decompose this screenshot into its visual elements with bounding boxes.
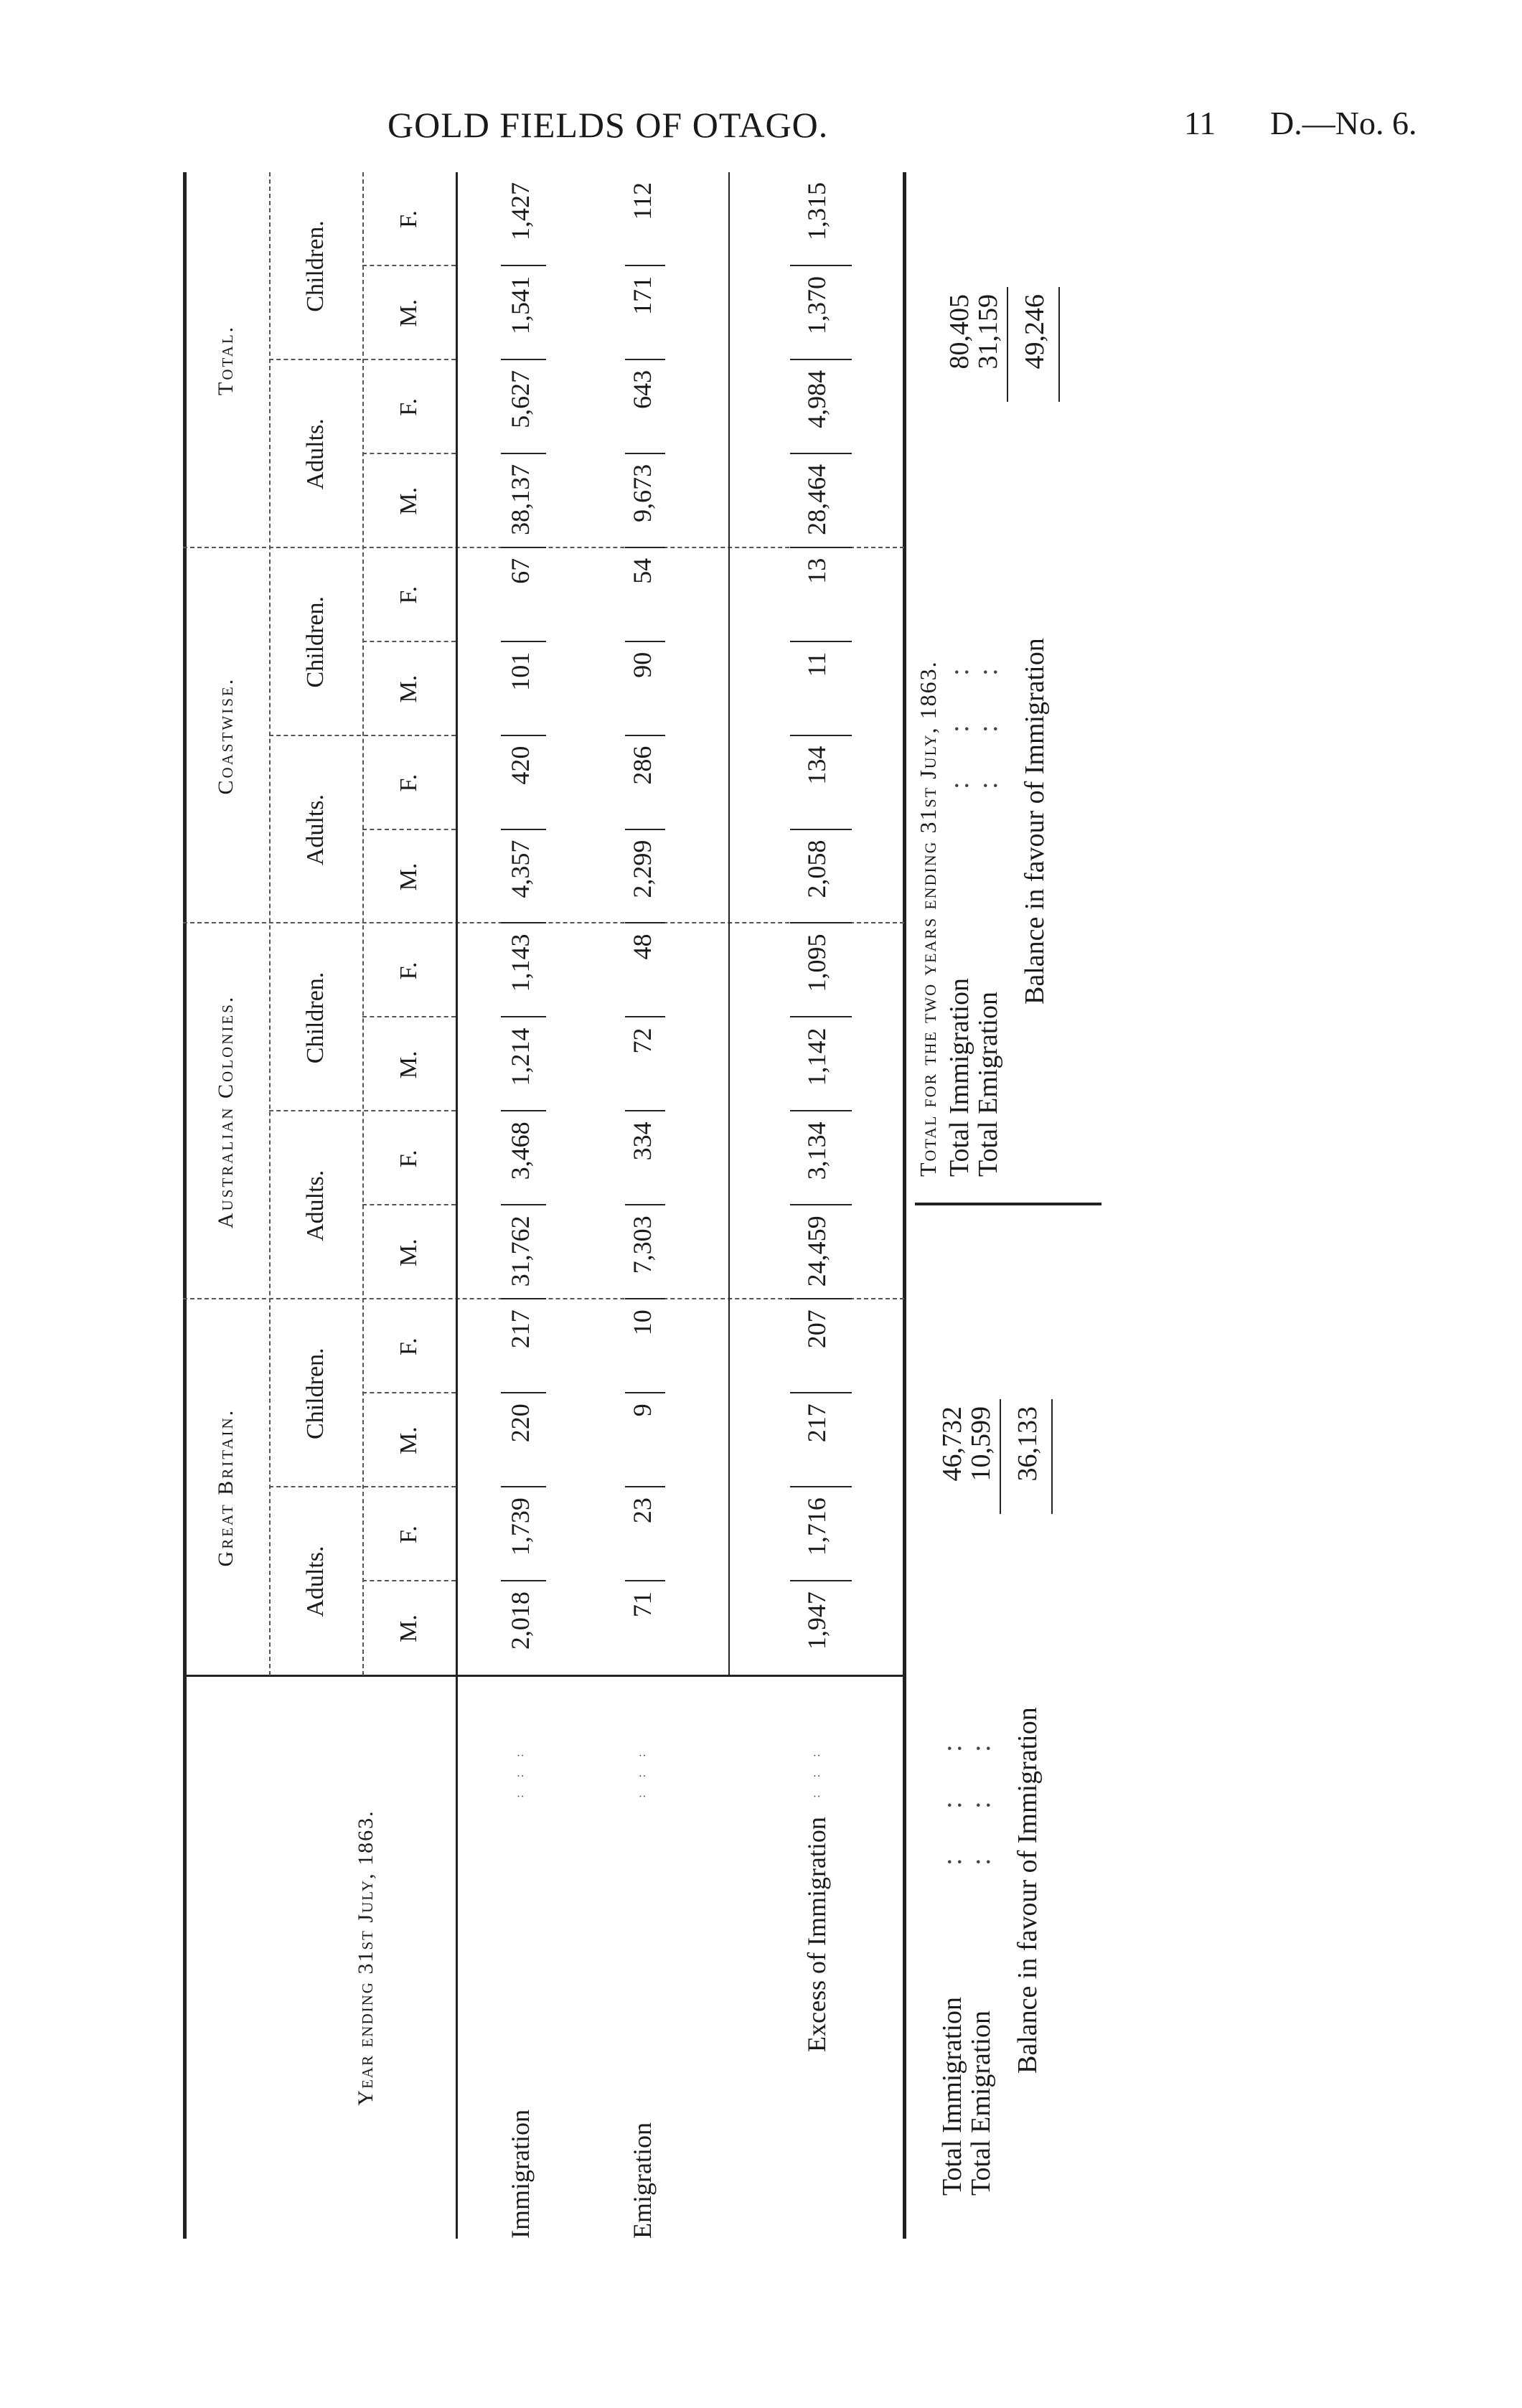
sex-divider — [362, 1016, 456, 1017]
cell-tick — [501, 1204, 546, 1205]
table-cell: 7,303 — [628, 1215, 657, 1274]
table-cell: 1,143 — [506, 933, 535, 992]
table-cell: 134 — [802, 746, 831, 785]
table-cell: 643 — [628, 370, 657, 409]
table-cell: 4,984 — [802, 370, 831, 428]
table-cell: 217 — [802, 1403, 831, 1443]
sex-header: F. — [395, 398, 422, 416]
two-year-emigration-label: Total Emigration — [973, 991, 1003, 1177]
table-cell: 1,370 — [802, 276, 831, 334]
year-balance-label: Balance in favour of Immigration — [1013, 1707, 1043, 2074]
subgroup-header: Children. — [302, 596, 329, 688]
header-rule — [362, 172, 364, 1675]
cell-tick — [625, 453, 665, 454]
table-cell: 48 — [628, 933, 657, 960]
sex-header: M. — [395, 1238, 422, 1267]
table-cell: 1,716 — [802, 1497, 831, 1556]
table-cell: 112 — [628, 182, 657, 220]
cell-tick — [501, 829, 546, 830]
table-cell: 1,095 — [802, 933, 831, 992]
dot-leader: : : : — [514, 1746, 526, 1798]
sex-header: M. — [395, 674, 422, 703]
cell-tick — [501, 1016, 546, 1017]
page-title: GOLD FIELDS OF OTAGO. — [387, 105, 829, 145]
two-year-summary-title: Total for the two years ending 31st July, 1863. — [915, 660, 941, 1177]
table-cell: 9 — [628, 1403, 657, 1417]
two-year-immigration-value: 80,405 — [944, 294, 974, 370]
subgroup-header: Adults. — [302, 1546, 329, 1617]
header-rule — [269, 172, 271, 1675]
sum-rule — [1007, 287, 1008, 402]
group-header: Great Britain. — [214, 1408, 238, 1567]
sex-divider — [362, 641, 456, 642]
subgroup-header: Children. — [302, 220, 329, 312]
cell-tick — [501, 1486, 546, 1487]
cell-tick — [625, 1298, 665, 1299]
cell-tick — [501, 1298, 546, 1299]
table-cell: 1,541 — [506, 276, 535, 334]
sum-double-rule — [1051, 1399, 1053, 1514]
cell-tick — [501, 265, 546, 266]
sex-header: M. — [395, 299, 422, 327]
sex-divider — [362, 1392, 456, 1393]
sex-header: M. — [395, 862, 422, 891]
table-cell: 67 — [506, 558, 535, 584]
cell-tick — [790, 1392, 852, 1393]
year-immigration-label: Total Immigration — [937, 1996, 967, 2196]
cell-tick — [790, 923, 852, 924]
table-cell: 23 — [628, 1497, 657, 1524]
row-label: Excess of Immigration — [802, 1817, 831, 2052]
table-cell: 207 — [802, 1309, 831, 1349]
cell-tick — [501, 641, 546, 642]
table-cell: 334 — [628, 1121, 657, 1161]
year-emigration-value: 10,599 — [966, 1406, 996, 1482]
sex-header: F. — [395, 1337, 422, 1356]
year-balance-value: 36,133 — [1013, 1406, 1043, 1482]
sex-header: F. — [395, 210, 422, 228]
table-cell: 1,214 — [506, 1027, 535, 1086]
two-year-emigration-value: 31,159 — [973, 294, 1003, 370]
rotated-table-region — [183, 86, 1116, 2239]
sex-header: F. — [395, 961, 422, 980]
cell-tick — [501, 735, 546, 736]
sex-header: M. — [395, 1426, 422, 1455]
table-cell: 5,627 — [506, 370, 535, 428]
dot-leader: : : : — [809, 1746, 822, 1798]
subgroup-header: Adults. — [302, 418, 329, 490]
row-label: Emigration — [628, 2122, 657, 2239]
sex-header: M. — [395, 1050, 422, 1079]
subgroup-header: Adults. — [302, 794, 329, 866]
cell-tick — [625, 735, 665, 736]
dot-leader: : : : — [937, 1737, 967, 1866]
table-cell: 54 — [628, 558, 657, 584]
dot-leader: : : : — [944, 661, 974, 789]
cell-tick — [625, 1110, 665, 1111]
sex-divider — [362, 829, 456, 830]
sum-double-rule — [1058, 287, 1060, 402]
table-cell: 1,315 — [802, 182, 831, 240]
table-cell: 1,947 — [802, 1591, 831, 1650]
two-year-balance-value: 49,246 — [1020, 294, 1050, 370]
cell-tick — [625, 1580, 665, 1581]
table-cell: 31,762 — [506, 1215, 535, 1287]
table-cell: 10 — [628, 1309, 657, 1336]
table-cell: 420 — [506, 746, 535, 785]
cell-tick — [790, 1016, 852, 1017]
sex-header: M. — [395, 1614, 422, 1642]
cell-tick — [625, 1016, 665, 1017]
group-header: Coastwise. — [214, 677, 238, 795]
table-cell: 4,357 — [506, 839, 535, 898]
cell-tick — [790, 1486, 852, 1487]
sum-rule — [1000, 1399, 1001, 1514]
cell-tick — [625, 1486, 665, 1487]
sex-header: F. — [395, 1149, 422, 1168]
sex-header: F. — [395, 773, 422, 792]
sex-header: M. — [395, 486, 422, 515]
cell-tick — [501, 1580, 546, 1581]
table-cell: 1,427 — [506, 182, 535, 240]
cell-tick — [790, 1580, 852, 1581]
sex-divider — [362, 265, 456, 266]
document-reference: D.—No. 6. — [1270, 105, 1417, 141]
table-cell: 9,673 — [628, 464, 657, 522]
dot-leader: : : : — [636, 1746, 648, 1798]
cell-tick — [625, 265, 665, 266]
sex-divider — [362, 1204, 456, 1205]
group-header: Total. — [214, 324, 238, 395]
table-cell: 72 — [628, 1027, 657, 1054]
table-cell: 101 — [506, 652, 535, 691]
cell-tick — [625, 923, 665, 924]
table-cell: 220 — [506, 1403, 535, 1443]
excess-rule — [728, 172, 730, 1675]
two-year-balance-label: Balance in favour of Immigration — [1020, 638, 1050, 1005]
stub-title: Year ending 31st July, 1863. — [354, 1810, 377, 2106]
row-label: Immigration — [506, 2110, 535, 2239]
table-cell: 1,142 — [802, 1027, 831, 1086]
subgroup-header: Children. — [302, 1348, 329, 1439]
cell-tick — [625, 547, 665, 548]
sex-header: F. — [395, 1525, 422, 1543]
sex-divider — [362, 453, 456, 454]
subgroup-header: Adults. — [302, 1170, 329, 1241]
table-cell: 28,464 — [802, 464, 831, 535]
table-cell: 90 — [628, 652, 657, 678]
cell-tick — [790, 1204, 852, 1205]
two-year-immigration-label: Total Immigration — [944, 977, 974, 1177]
table-cell: 1,739 — [506, 1497, 535, 1556]
cell-tick — [790, 1110, 852, 1111]
cell-tick — [501, 359, 546, 360]
cell-tick — [501, 453, 546, 454]
cell-tick — [625, 829, 665, 830]
table-cell: 38,137 — [506, 464, 535, 535]
cell-tick — [790, 829, 852, 830]
page-number: 11 — [1184, 105, 1216, 141]
summary-block — [915, 172, 1116, 2239]
table-cell: 3,134 — [802, 1121, 831, 1180]
cell-tick — [790, 735, 852, 736]
year-emigration-label: Total Emigration — [966, 2010, 996, 2196]
sex-divider — [362, 1580, 456, 1581]
table-cell: 24,459 — [802, 1215, 831, 1287]
cell-tick — [625, 641, 665, 642]
table-cell: 217 — [506, 1309, 535, 1349]
subgroup-header: Children. — [302, 972, 329, 1064]
group-header: Australian Colonies. — [214, 994, 238, 1229]
cell-tick — [501, 1392, 546, 1393]
dot-leader: : : : — [973, 661, 1003, 789]
table-cell: 13 — [802, 558, 831, 584]
cell-tick — [625, 1392, 665, 1393]
table-cell: 2,058 — [802, 839, 831, 898]
table-cell: 3,468 — [506, 1121, 535, 1180]
cell-tick — [501, 923, 546, 924]
table-cell: 71 — [628, 1591, 657, 1618]
summary-separator — [915, 1203, 1101, 1205]
cell-tick — [790, 359, 852, 360]
cell-tick — [790, 1298, 852, 1299]
cell-tick — [790, 641, 852, 642]
year-immigration-value: 46,732 — [937, 1406, 967, 1482]
table-cell: 286 — [628, 746, 657, 785]
table-cell: 2,018 — [506, 1591, 535, 1650]
cell-tick — [625, 1204, 665, 1205]
cell-tick — [501, 1110, 546, 1111]
cell-tick — [790, 265, 852, 266]
sex-header: F. — [395, 585, 422, 604]
table-cell: 2,299 — [628, 839, 657, 898]
cell-tick — [790, 547, 852, 548]
table-cell: 11 — [802, 652, 831, 677]
cell-tick — [625, 359, 665, 360]
table-cell: 171 — [628, 276, 657, 315]
dot-leader: : : : — [966, 1737, 996, 1866]
cell-tick — [790, 453, 852, 454]
cell-tick — [501, 547, 546, 548]
